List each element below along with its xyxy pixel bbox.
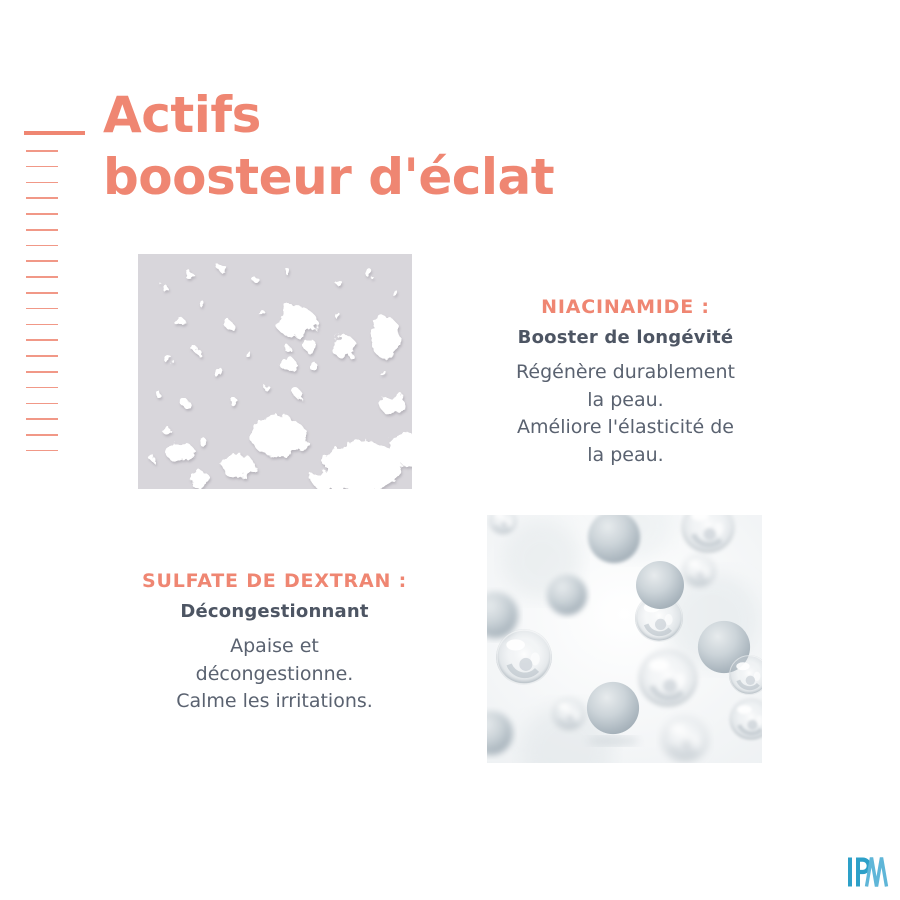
body-line: Apaise et	[230, 635, 319, 657]
spheres-photo-art	[487, 515, 762, 763]
page-title	[103, 84, 554, 208]
decorative-line	[26, 213, 58, 215]
body-line: la peau.	[587, 388, 664, 411]
decorative-line	[26, 403, 58, 405]
decorative-line	[26, 450, 58, 452]
powder-photo-art	[138, 254, 412, 489]
decorative-line	[26, 355, 58, 357]
decorative-line	[26, 229, 58, 231]
spheres-photo	[487, 515, 762, 763]
niacinamide-subheading: Booster de longévité	[517, 327, 734, 348]
decorative-line	[26, 276, 58, 278]
decorative-line	[26, 197, 58, 199]
ipm-logo	[847, 856, 889, 888]
decorative-line	[26, 182, 58, 184]
body-line: Améliore l'élasticité de	[517, 416, 734, 438]
sulfate-subheading: Décongestionnant	[180, 601, 369, 622]
decorative-line	[26, 387, 58, 389]
logo-letter-i	[848, 858, 852, 887]
sulfate-heading: SULFATE DE DEXTRAN :	[142, 570, 407, 592]
section-sulfate-de-dextran	[132, 570, 417, 716]
ipm-logo-art	[847, 856, 889, 888]
title-line-2: boosteur d'éclat	[103, 148, 555, 206]
body-line: la peau.	[587, 443, 664, 466]
decorative-line	[26, 371, 58, 373]
decorative-line-thick	[24, 131, 85, 135]
section-niacinamide	[488, 296, 763, 469]
body-line: Calme les irritations.	[176, 690, 373, 712]
decorative-line	[26, 434, 58, 436]
decorative-line	[26, 308, 58, 310]
decorative-line	[26, 324, 58, 326]
decorative-line	[26, 245, 58, 247]
logo-letter-m	[867, 858, 887, 887]
body-line: décongestionne.	[195, 662, 354, 685]
decorative-line	[26, 339, 58, 341]
decorative-line	[26, 166, 58, 168]
title-line-1: Actifs	[103, 86, 261, 144]
powder-photo	[138, 254, 412, 489]
decorative-line	[26, 292, 58, 294]
body-line: Régénère durablement	[516, 361, 735, 383]
decorative-line	[26, 418, 58, 420]
decorative-line-group	[26, 150, 58, 451]
decorative-line	[26, 150, 58, 152]
niacinamide-heading: NIACINAMIDE :	[541, 296, 710, 318]
decorative-line	[26, 260, 58, 262]
